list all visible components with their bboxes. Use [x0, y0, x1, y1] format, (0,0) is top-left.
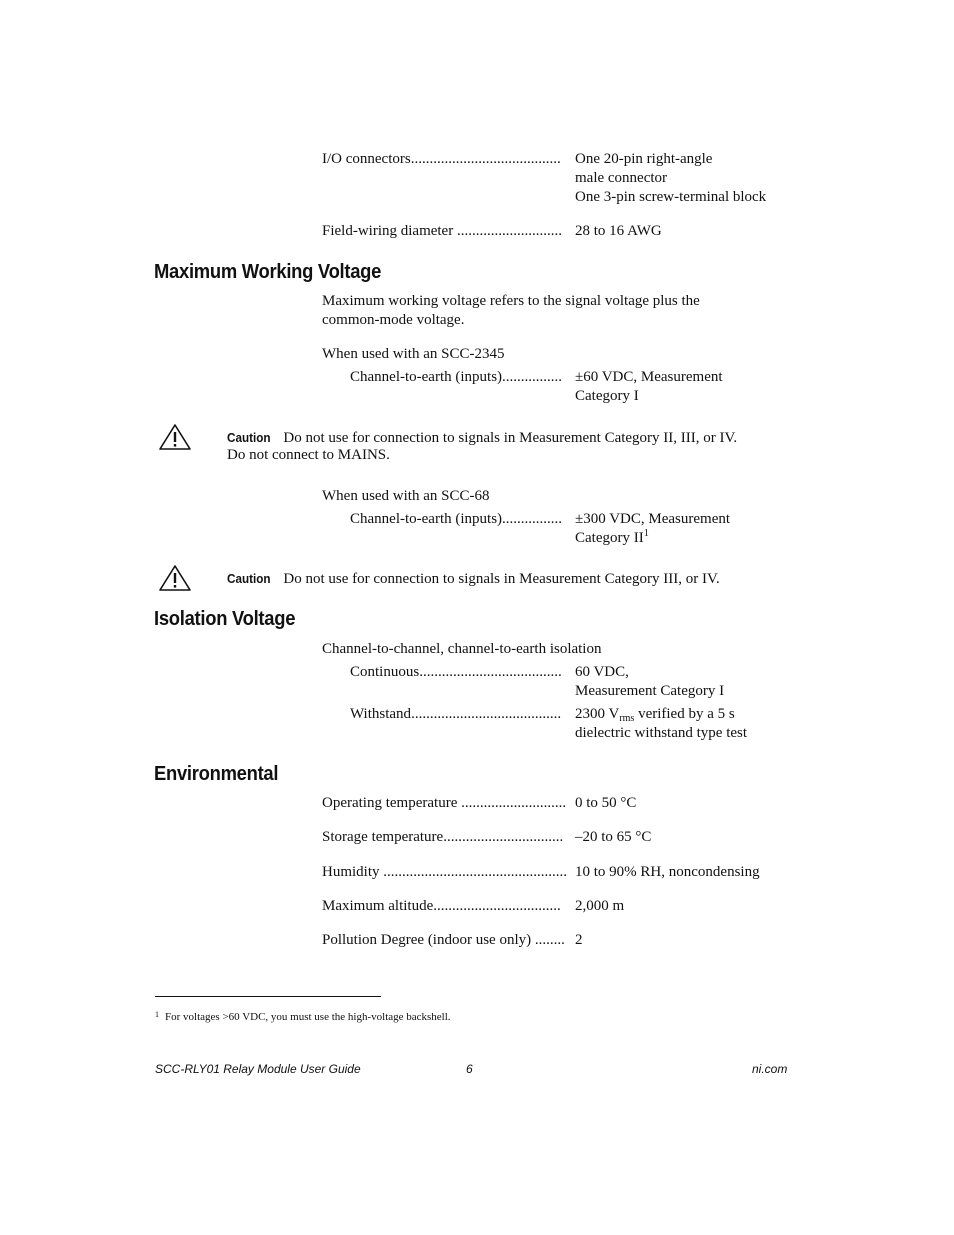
field-wiring-label: Field-wiring diameter ............................ — [322, 223, 562, 239]
scc68-value-1: ±300 VDC, Measurement — [575, 511, 731, 527]
scc68-value-2: Category $II^1$ — [575, 528, 649, 546]
continuous-label: Continuous...................................... — [350, 664, 562, 680]
humidity-value: 10 to 90% RH, noncondensing — [575, 864, 760, 880]
scc2345-intro: When used with an SCC-2345 — [322, 346, 505, 362]
isolation-intro: Channel-to-channel, channel-to-earth isolation — [322, 641, 602, 657]
pollution-degree-value: 2 — [575, 932, 583, 948]
operating-temperature-label: Operating temperature ............................ — [322, 795, 567, 811]
scc2345-value-2: Category I — [575, 388, 639, 404]
continuous-value-1: 60 VDC, — [575, 664, 629, 680]
isolation-voltage-heading: Isolation Voltage — [154, 608, 296, 630]
caution-warning-icon — [158, 564, 192, 592]
field-wiring-value: 28 to 16 AWG — [575, 223, 662, 239]
scc2345-channel-label: Channel-to-earth (inputs)................ — [350, 369, 563, 385]
maximum-altitude-value: 2,000 m — [575, 898, 625, 914]
scc68-intro: When used with an SCC-68 — [322, 488, 490, 504]
io-connectors-value-2: male connector — [575, 170, 668, 186]
maximum-altitude-label: Maximum altitude.................................. — [322, 898, 561, 914]
footnote-reference: 1 — [643, 528, 649, 539]
footer-website: ni.com — [752, 1062, 788, 1076]
scc2345-value-1: ±60 VDC, Measurement — [575, 369, 723, 385]
io-connectors-label: I/O connectors........................................ — [322, 151, 561, 167]
footer-page-number: 6 — [466, 1062, 473, 1076]
max-working-voltage-heading: Maximum Working Voltage — [154, 261, 382, 283]
withstand-label: Withstand........................................ — [350, 706, 562, 722]
caution-2-text: Caution Do not use for connection to signals in Measurement Category III, or IV. — [227, 571, 720, 587]
caution-2-label: Caution — [227, 571, 271, 586]
storage-temperature-value: –20 to 65 °C — [575, 829, 652, 845]
max-voltage-intro-line2: common-mode voltage. — [322, 312, 465, 328]
footnote: $^1$ For voltages >60 VDC, you must use the high-voltage backshell. — [155, 1010, 451, 1023]
footer-document-title: SCC-RLY01 Relay Module User Guide — [155, 1062, 361, 1076]
continuous-value-2: Measurement Category I — [575, 683, 725, 699]
withstand-value-2: dielectric withstand type test — [575, 725, 748, 741]
caution-1-text: Caution Do not use for connection to signals in Measurement Category II, III, or IV. — [227, 430, 738, 446]
io-connectors-value-1: One 20-pin right-angle — [575, 151, 713, 167]
caution-warning-icon — [158, 423, 192, 451]
operating-temperature-value: 0 to 50 °C — [575, 795, 637, 811]
environmental-heading: Environmental — [154, 763, 279, 785]
footnote-divider — [155, 996, 381, 997]
max-voltage-intro-line1: Maximum working voltage refers to the signal voltage plus the — [322, 293, 700, 309]
storage-temperature-label: Storage temperature................................ — [322, 829, 564, 845]
withstand-value-1: 2300 $V_{rms}$ verified by a 5 s — [575, 706, 735, 724]
caution-1-line2: Do not connect to MAINS. — [227, 447, 390, 463]
io-connectors-value-3: One 3-pin screw-terminal block — [575, 189, 767, 205]
caution-1-label: Caution — [227, 430, 271, 445]
pollution-degree-label: Pollution Degree (indoor use only) ........ — [322, 932, 565, 948]
humidity-label: Humidity ................................................. — [322, 864, 568, 880]
scc68-channel-label: Channel-to-earth (inputs)................ — [350, 511, 563, 527]
